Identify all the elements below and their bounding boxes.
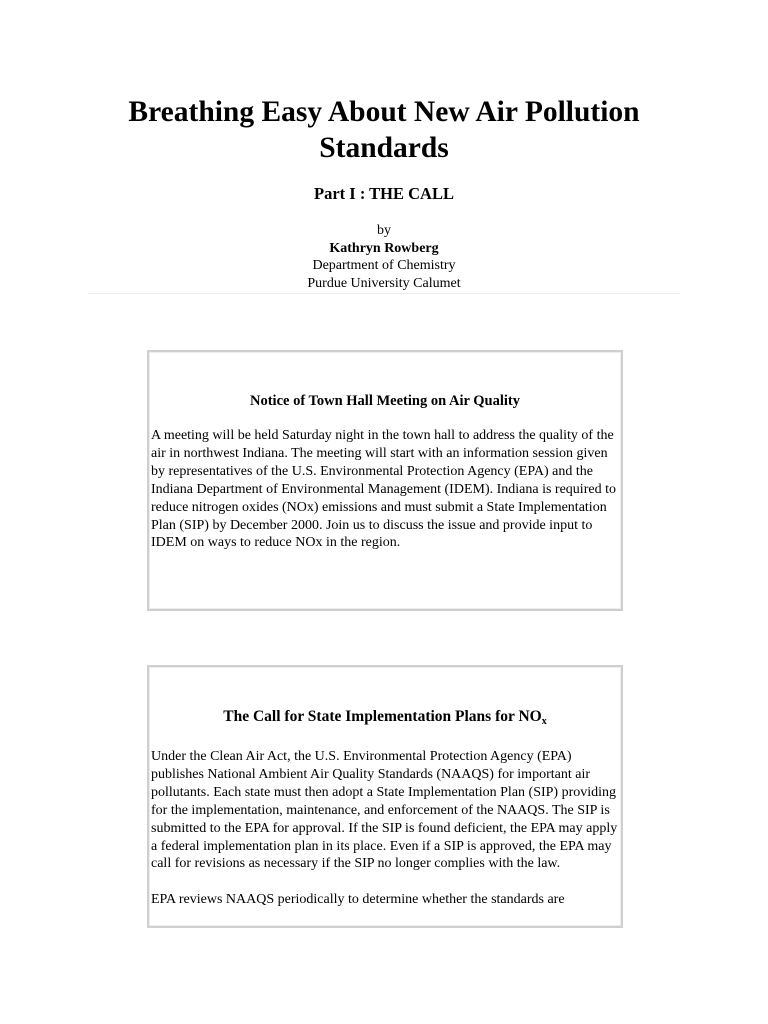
call-box xyxy=(147,665,623,928)
author-name: Kathryn Rowberg xyxy=(329,240,439,256)
notice-body: A meeting will be held Saturday night in the town hall to address the quality of the air in northwest Indiana. The meeting will start with an information session given by representatives of the U.S. Environmental Protection Agency (EPA) and the Indiana Department of Environmental Management (IDEM). Indiana is required to reduce nitrogen oxides (NOx) emissions and must submit a State Implementation Plan (SIP) by December 2000. Join us to discuss the issue and provide input to IDEM on ways to reduce NOx in the region. xyxy=(151,428,616,551)
department-name: Department of Chemistry xyxy=(312,258,456,273)
call-paragraph-2: EPA reviews NAAQS periodically to determine whether the standards are xyxy=(151,892,565,908)
call-heading-text: The Call for State Implementation Plans for NO xyxy=(223,708,542,725)
call-heading-subscript: x xyxy=(541,716,547,727)
notice-heading: Notice of Town Hall Meeting on Air Quality xyxy=(250,393,520,409)
byline xyxy=(184,222,584,292)
notice-box xyxy=(147,350,623,611)
part-heading: Part I : THE CALL xyxy=(314,184,454,203)
call-paragraph-1: Under the Clean Air Act, the U.S. Environmental Protection Agency (EPA) publishes National Ambient Air Quality Standards (NAAQS) for important air pollutants. Each state must then adopt a State Implementation Plan (SIP) providing for the implementation, maintenance, and enforcement of the NAAQS. The SIP is submitted to the EPA for approval. If the SIP is found deficient, the EPA may apply a federal implementation plan in its place. Even if a SIP is approved, the EPA may call for revisions as necessary if the SIP no longer complies with the law. xyxy=(151,749,618,872)
university-name: Purdue University Calumet xyxy=(307,275,461,291)
header-divider xyxy=(88,293,680,294)
document-title: Breathing Easy About New Air Pollution Standards xyxy=(128,96,640,164)
call-heading xyxy=(151,707,619,732)
by-label: by xyxy=(377,223,391,238)
